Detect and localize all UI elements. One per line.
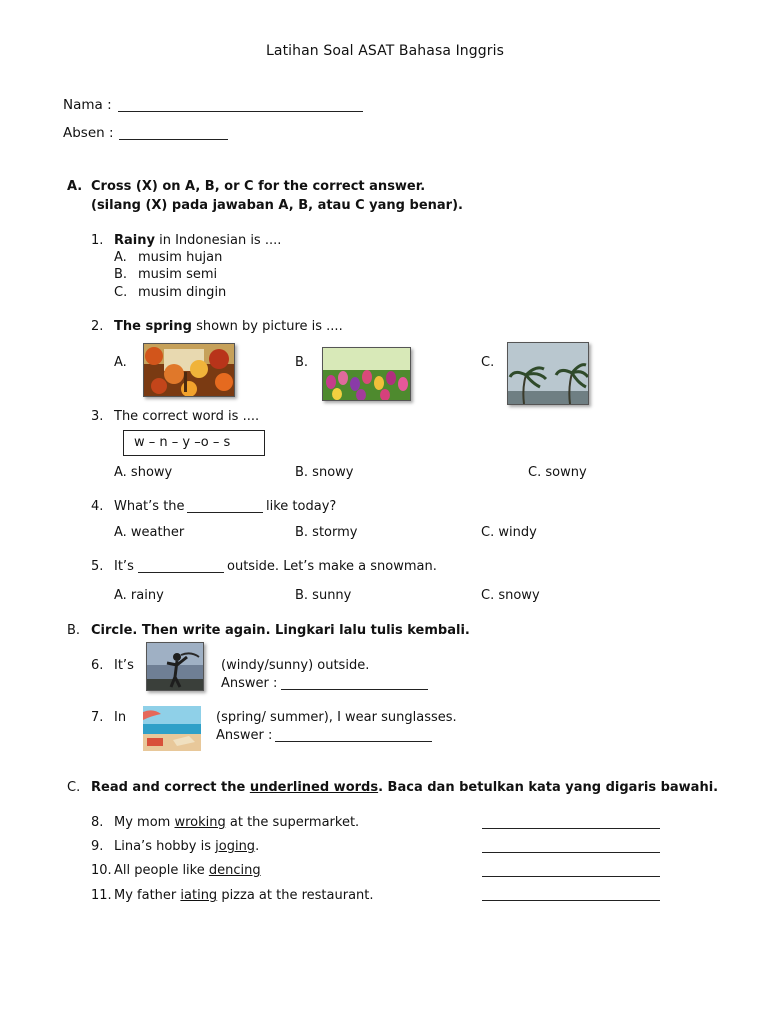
q8-post: at the supermarket. [225,815,360,830]
scrambled-word: w – n – y –o – s [134,435,231,450]
q11-pre: My father [114,888,181,903]
q9-sentence [114,839,259,854]
q5-number: 5. [91,559,104,574]
q5-option-a[interactable]: A. rainy [114,588,164,603]
q7-number: 7. [91,710,104,725]
q3-text: The correct word is .... [114,409,260,424]
section-a-letter: A. [67,179,83,194]
section-c-instruction-pre: Read and correct the [91,780,250,795]
section-b-letter: B. [67,623,81,638]
q9-pre: Lina’s hobby is [114,839,216,854]
q2-text [114,319,343,334]
q1-rest: in Indonesian is .... [154,233,282,248]
q6-prefix: It’s [114,658,134,673]
q7-text: (spring/ summer), I wear sunglasses. [216,710,457,725]
section-b-instruction: Circle. Then write again. Lingkari lalu tulis kembali. [91,623,470,638]
q4-option-b[interactable]: B. stormy [295,525,358,540]
q10-sentence [114,863,261,878]
section-c-instruction-post: . Baca dan betulkan kata yang digaris bawahi. [378,780,719,795]
q10-underlined-word: dencing [208,863,261,878]
q7-answer-label: Answer : [216,728,273,743]
section-a-instruction-id: (silang (X) pada jawaban A, B, atau C yang benar). [91,198,463,213]
autumn-leaves-image[interactable] [143,343,235,397]
q8-answer-field[interactable] [482,828,660,829]
q1-option-a-text[interactable]: musim hujan [138,250,223,265]
q1-bold-word: Rainy [114,233,155,248]
q6-answer-label: Answer : [221,676,278,691]
q5-option-b[interactable]: B. sunny [295,588,352,603]
q7-prefix: In [114,710,127,725]
q11-number: 11. [91,888,112,903]
q11-underlined-word: iating [180,888,218,903]
q3-option-a[interactable]: A. showy [114,465,173,480]
q2-number: 2. [91,319,104,334]
page-title: Latihan Soal ASAT Bahasa Inggris [266,43,504,59]
q2-option-c-label: C. [481,355,495,370]
q4-after: like today? [266,499,337,514]
q4-number: 4. [91,499,104,514]
section-a-instruction-en: Cross (X) on A, B, or C for the correct answer. [91,179,426,194]
q11-answer-field[interactable] [482,900,660,901]
q5-blank[interactable] [138,572,224,573]
q3-option-c[interactable]: C. sowny [528,465,587,480]
q8-number: 8. [91,815,104,830]
q1-option-b-letter: B. [114,267,128,282]
q4-before: What’s the [114,499,185,514]
q9-post: . [255,839,260,854]
q11-post: pizza at the restaurant. [217,888,374,903]
q5-after: outside. Let’s make a snowman. [227,559,437,574]
q1-text [114,233,281,248]
q8-sentence [114,815,359,830]
q2-option-a-label: A. [114,355,127,370]
q9-number: 9. [91,839,104,854]
q8-underlined-word: wroking [174,815,226,830]
q2-option-b-label: B. [295,355,309,370]
q2-rest: shown by picture is .... [191,319,343,334]
q4-blank[interactable] [187,512,263,513]
name-field[interactable] [118,111,363,112]
q6-number: 6. [91,658,104,673]
q4-option-c[interactable]: C. windy [481,525,537,540]
q10-answer-field[interactable] [482,876,660,877]
beach-image[interactable] [143,706,201,751]
q1-option-c-text[interactable]: musim dingin [138,285,227,300]
q10-pre: All people like [114,863,209,878]
name-label: Nama : [63,97,112,113]
windy-person-image[interactable] [146,642,204,691]
section-c-instruction-underlined: underlined words [249,780,379,795]
q5-option-c[interactable]: C. snowy [481,588,540,603]
q3-number: 3. [91,409,104,424]
q3-option-b[interactable]: B. snowy [295,465,354,480]
q2-bold-word: The spring [114,319,192,334]
scrambled-word-box [123,430,265,456]
q8-pre: My mom [114,815,175,830]
q1-option-c-letter: C. [114,285,128,300]
absen-label: Absen : [63,125,114,141]
windy-palm-trees-image[interactable] [507,342,589,405]
q4-option-a[interactable]: A. weather [114,525,185,540]
q10-number: 10. [91,863,112,878]
q6-text: (windy/sunny) outside. [221,658,370,673]
q1-option-b-text[interactable]: musim semi [138,267,218,282]
q5-before: It’s [114,559,134,574]
absen-field[interactable] [119,139,228,140]
q1-option-a-letter: A. [114,250,127,265]
q9-answer-field[interactable] [482,852,660,853]
section-c-instruction [91,780,718,795]
section-c-letter: C. [67,780,81,795]
q9-underlined-word: joging [215,839,256,854]
q7-answer-field[interactable] [275,741,432,742]
q11-sentence [114,888,374,903]
tulip-flowers-image[interactable] [322,347,411,401]
q1-number: 1. [91,233,104,248]
q6-answer-field[interactable] [281,689,428,690]
